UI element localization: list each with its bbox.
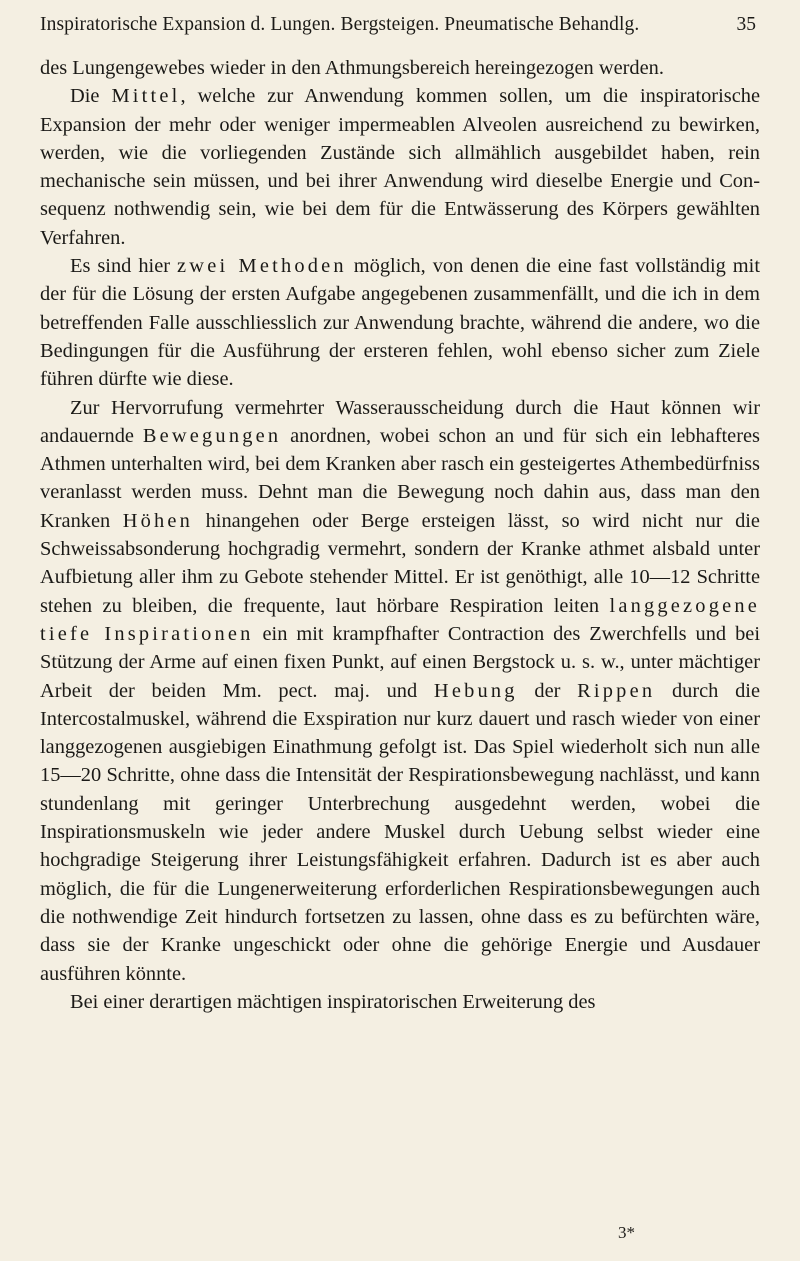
running-head-title: Inspiratorische Expansion d. Lungen. Bergsteigen. Pneumatische Behandlg. <box>40 14 640 35</box>
text-run: Es sind hier <box>70 255 178 278</box>
paragraph <box>40 988 760 1016</box>
spaced-emphasis: langgezogene tiefe Inspirationen <box>40 594 760 645</box>
spaced-emphasis: Höhen <box>122 509 194 532</box>
text-run: Zur Hervorrufung vermehrter Wasserausscheidung durch die Haut können wir andauernde <box>40 396 760 447</box>
spaced-emphasis: Rippen <box>577 679 656 702</box>
spaced-emphasis: Mittel <box>111 85 181 108</box>
text-run: anordnen, wobei schon an und für sich ein lebhafteres Athmen unterhalten wird, bei dem Kranken aber rasch ein gesteigertes Athembedürfniss veranlasst werden muss. Dehnt man die Bewegung noch dahin aus, dass man den Kranken <box>40 424 760 532</box>
running-head <box>40 12 760 42</box>
text-run: , welche zur Anwendung kommen sollen, um die inspiratorische Expansion der mehr oder weniger impermeablen Alveolen ausreichend zu bewirken, werden, wie die vorliegenden Zustände sich allmählich ausgebildet haben, rein mechanische sein müssen, und bei ihrer Anwendung wird dieselbe Energie und Consequenz nothwendig sein, wie bei dem für die Entwässerung des Körpers gewählten Verfahren. <box>40 85 760 249</box>
spaced-emphasis: Hebung <box>433 679 518 702</box>
text-run: des Lungengewebes wieder in den Athmungsbereich hereingezogen werden. <box>40 57 664 79</box>
text-run: der <box>517 679 578 702</box>
signature-mark: 3* <box>618 1223 635 1242</box>
text-run: durch die Intercostalmuskel, während die Exspiration nur kurz dauert und rasch wieder von einer langgezogenen ausgiebigen Einathmung gefolgt ist. Das Spiel wiederholt sich nun alle 15—20 Schritte, ohne dass die Intensität der Respirationsbewegung nachlässt, und kann stundenlang mit geringer Unterbrechung ausgedehnt werden, wobei die Inspirationsmuskeln wie jeder andere Muskel durch Uebung selbst wieder eine hochgradige Steigerung ihrer Leistungsfähigkeit erfahren. Dadurch ist es aber auch möglich, die für die Lungenerweiterung erforderlichen Respirationsbewegungen auch die nothwendige Zeit hindurch fortsetzen zu lassen, ohne dass es zu befürchten wäre, dass sie der Kranke ungeschickt oder ohne die gehörige Energie und Ausdauer ausführen könnte. <box>40 679 760 985</box>
spaced-emphasis: zwei Methoden <box>177 255 347 278</box>
body-text <box>40 54 760 1016</box>
text-run: Bei einer derartigen mächtigen inspiratorischen Erweiterung des <box>70 990 596 1013</box>
text-run: Die <box>70 85 112 108</box>
text-run: möglich, von denen die eine fast vollständig mit der für die Lösung der ersten Aufgabe angegebenen zusammenfällt, und die ich in dem betreffenden Falle ausschliesslich zur Anwendung brachte, während die andere, wo die Bedingungen für die Ausführung der ersteren fehlen, wohl ebenso sicher zum Ziele führen dürfte wie diese. <box>40 255 761 391</box>
spaced-emphasis: Bewegungen <box>142 424 282 447</box>
text-run: ein mit krampfhafter Contraction des Zwerchfells und bei Stützung der Arme auf einen fixen Punkt, auf einen Bergstock u. s. w., unter mächtiger Arbeit der beiden Mm. pect. maj. und <box>40 622 760 702</box>
paragraph <box>40 394 760 988</box>
paragraph <box>40 82 760 252</box>
paragraph <box>40 252 760 393</box>
text-run: hinangehen oder Berge ersteigen lässt, so wird nicht nur die Schweissabsonderung hochgradig vermehrt, sondern der Kranke athmet alsbald unter Aufbietung aller ihm zu Gebote stehender Mittel. Er ist genöthigt, alle 10—12 Schritte stehen zu bleiben, die frequente, laut hörbare Respiration leiten <box>40 509 760 617</box>
paragraph <box>40 54 760 82</box>
page-number: 35 <box>736 14 756 35</box>
